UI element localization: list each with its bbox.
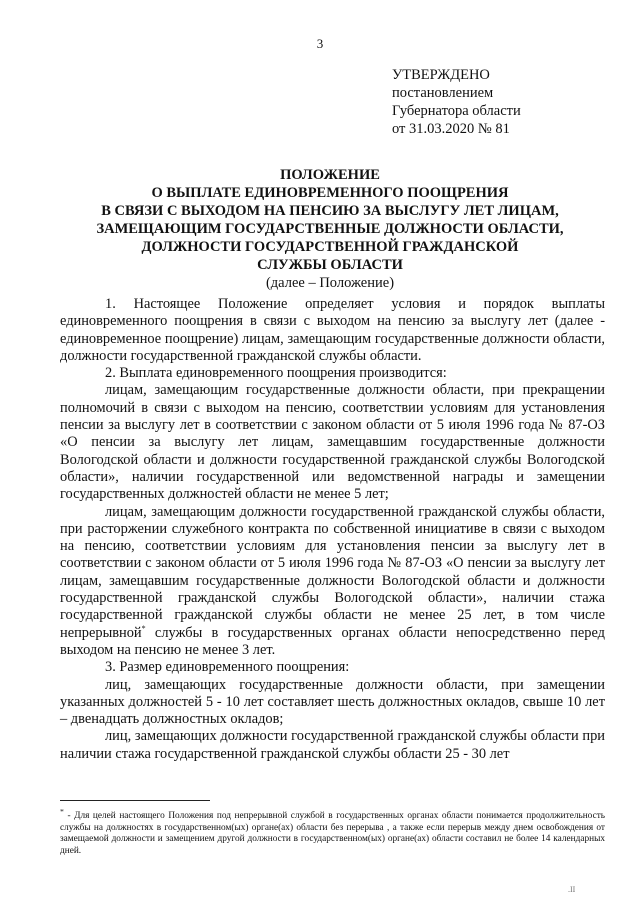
title-subtitle: (далее – Положение) — [265, 275, 395, 291]
approval-line: УТВЕРЖДЕНО — [392, 67, 490, 83]
page-number: 3 — [316, 36, 324, 51]
footnote — [60, 806, 605, 857]
footnote-mark: * — [60, 807, 64, 816]
approval-stamp — [392, 66, 521, 138]
title-line: ЗАМЕЩАЮЩИМ ГОСУДАРСТВЕННЫЕ ДОЛЖНОСТИ ОБЛАСТИ, — [96, 221, 564, 237]
approval-line: от 31.03.2020 № 81 — [392, 121, 510, 137]
paragraph: лицам, замещающим государственные должности области, при прекращении полномочий в связи с выходом на пенсию, соответствии условиям для установления пенсии за выслугу лет в соответствии с законом области от 5 июля 1996 года № 87-ОЗ «О пенсии за выслугу лет лицам, замещавшим государственные должности Вологодской области и должности государственной гражданской службы Вологодской области», наличии государственной или ведомственной награды и замещении государственных должностей области не менее 5 лет; — [60, 382, 605, 503]
document-body — [60, 296, 605, 763]
paragraph: 3. Размер единовременного поощрения: — [105, 659, 350, 676]
footnote-ref: * — [141, 623, 146, 633]
title-line: О ВЫПЛАТЕ ЕДИНОВРЕМЕННОГО ПООЩРЕНИЯ — [151, 185, 509, 201]
title-line: ДОЛЖНОСТИ ГОСУДАРСТВЕННОЙ ГРАЖДАНСКОЙ — [141, 239, 519, 255]
paragraph — [60, 504, 605, 660]
approval-line: Губернатора области — [392, 103, 521, 119]
paragraph-text: службы в государственных органах области непосредственно перед выходом на пенсию не менее 3 лет. — [60, 624, 605, 658]
title-line: ПОЛОЖЕНИЕ — [280, 167, 380, 183]
footnote-body: - Для целей настоящего Положения под непрерывной службой в государственных органах области понимается продолжительность службы на должностях в государственном(ых) органе(ах) области без перерыва , а также если перерыв между днем освобождения от замещаемой должности и замещением другой должности в государственном(ых) органе(ах) области составил не более 14 календарных дней. — [60, 811, 605, 856]
paragraph: лиц, замещающих должности государственной гражданской службы области при наличии стажа государственной гражданской службы области 25 - 30 лет — [60, 728, 605, 762]
footnote-text — [60, 806, 605, 857]
paragraph: 2. Выплата единовременного поощрения производится: — [105, 365, 447, 382]
title-line: СЛУЖБЫ ОБЛАСТИ — [257, 257, 403, 273]
document-title — [60, 166, 600, 292]
footnote-divider — [60, 800, 210, 801]
corner-mark: .II — [568, 885, 576, 894]
approval-line: постановлением — [392, 85, 494, 101]
paragraph: лиц, замещающих государственные должности области, при замещении указанных должностей 5 - 10 лет составляет шесть должностных окладов, свыше 10 лет – двенадцать должностных окладов; — [60, 676, 605, 728]
paragraph: 1. Настоящее Положение определяет условия и порядок выплаты единовременного поощрения в связи с выходом на пенсию за выслугу лет (далее - единовременное поощрение) лицам, замещающим государственные должности области, должности государственной гражданской службы области. — [60, 296, 605, 364]
paragraph-text: лицам, замещающим должности государственной гражданской службы области, при расторжении служебного контракта по собственной инициативе в связи с выходом на пенсию, соответствии условиям для установления пенсии за выслугу лет в соответствии с законом области от 5 июля 1996 года № 87-ОЗ «О пенсии за выслугу лет лицам, замещавшим государственные должности Вологодской области и должности государственной гражданской службы Вологодской области», наличии стажа государственной гражданской службы области не менее 25 лет, в том числе непрерывной — [60, 503, 605, 641]
title-line: В СВЯЗИ С ВЫХОДОМ НА ПЕНСИЮ ЗА ВЫСЛУГУ ЛЕТ ЛИЦАМ, — [101, 203, 559, 219]
